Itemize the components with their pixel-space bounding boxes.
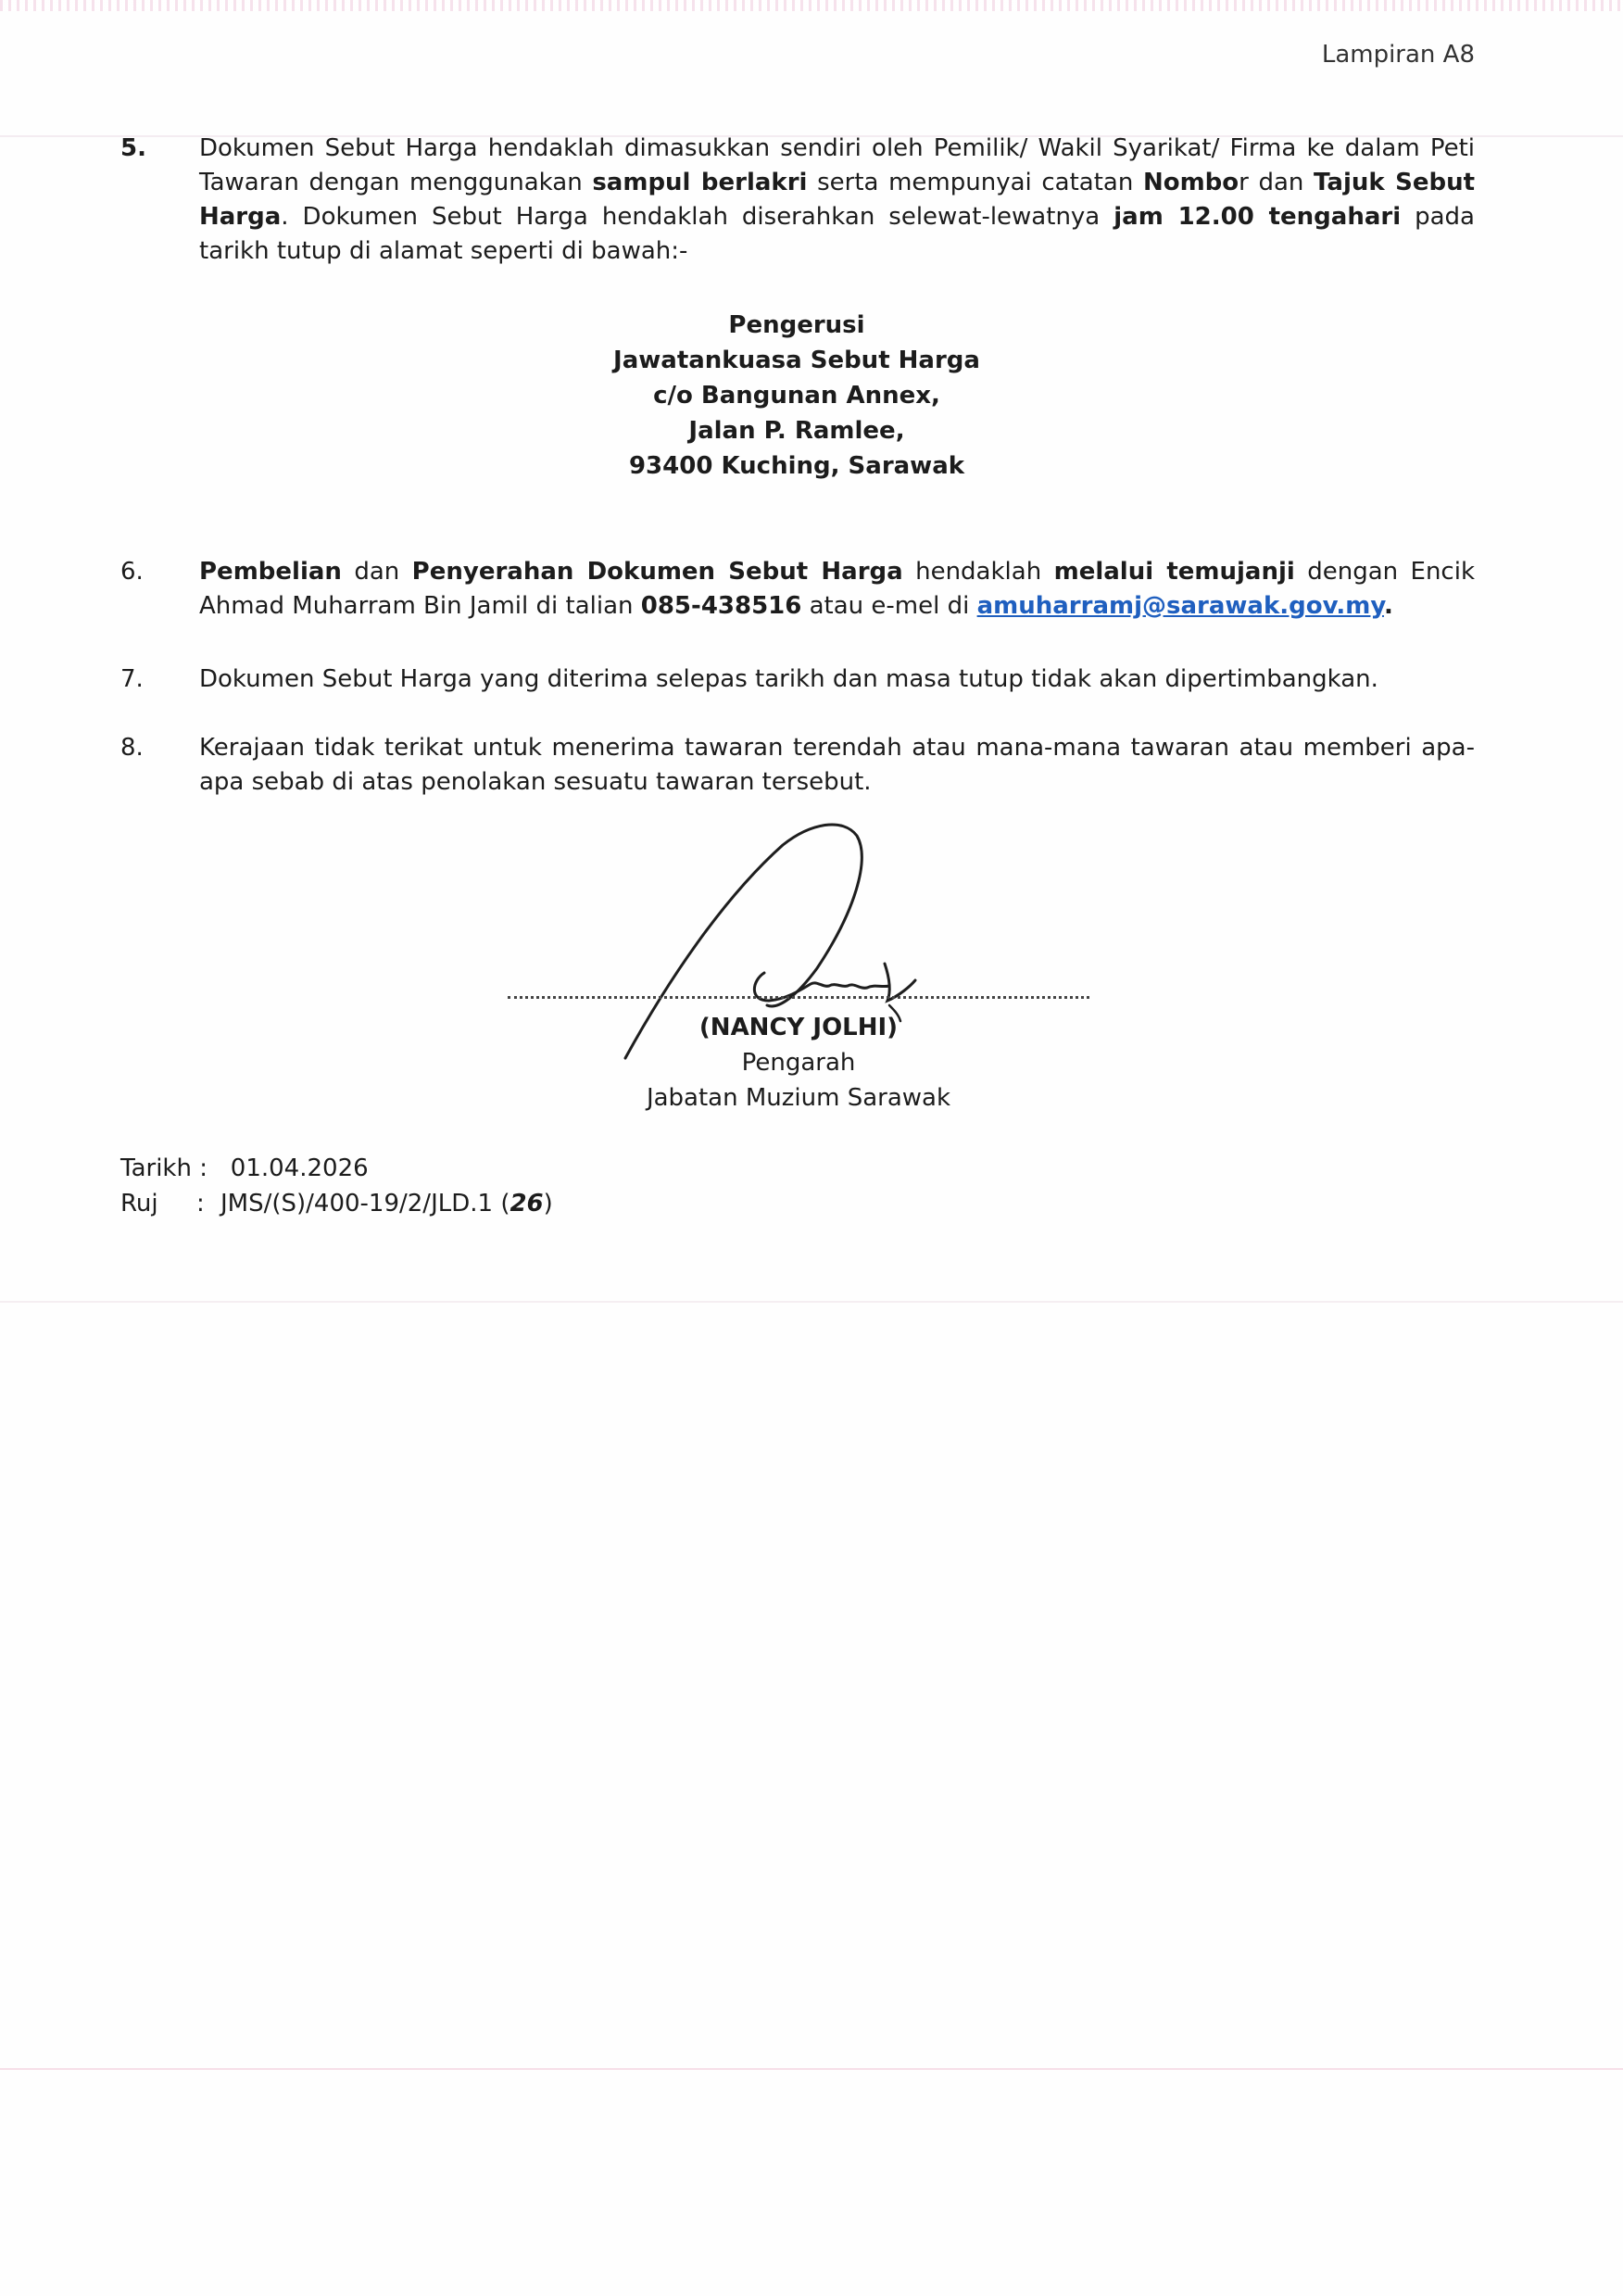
text-run: atau e-mel di <box>801 592 977 620</box>
bold-text: Nombo <box>1142 169 1239 196</box>
item-number: 7. <box>120 665 144 693</box>
address-line: Jalan P. Ramlee, <box>688 417 905 445</box>
bold-text: . <box>1383 592 1393 620</box>
scan-line-bottom <box>0 2068 1623 2070</box>
address-line: Pengerusi <box>728 311 865 339</box>
signatory-block <box>519 1010 1078 1116</box>
signature-line <box>508 996 1089 999</box>
item-number: 5. <box>120 134 146 162</box>
address-block <box>519 308 1075 484</box>
ref-handwritten-number: 26 <box>510 1190 544 1217</box>
item-number: 6. <box>120 558 144 586</box>
signatory-name: (NANCY JOLHI) <box>698 1014 899 1041</box>
address-line: c/o Bangunan Annex, <box>653 382 940 410</box>
signatory-title: Pengarah <box>741 1049 856 1077</box>
item-text <box>199 132 1475 269</box>
text-run: pada tarikh tutup di alamat seperti di bawah:- <box>199 203 1475 265</box>
signatory-department: Jabatan Muzium Sarawak <box>646 1084 951 1112</box>
item-text <box>199 731 1475 800</box>
ref-row <box>120 1186 553 1221</box>
date-value: 01.04.2026 <box>230 1154 369 1182</box>
text-run: . Dokumen Sebut Harga hendaklah diserahkan selewat-lewatnya <box>281 203 1114 231</box>
address-line: 93400 Kuching, Sarawak <box>628 452 965 480</box>
bold-text: jam 12.00 tengahari <box>1113 203 1402 231</box>
date-row <box>120 1151 553 1186</box>
text-run: serta mempunyai catatan <box>807 169 1143 196</box>
ref-close: ) <box>543 1190 553 1217</box>
item-text <box>199 555 1475 624</box>
text-run: Dokumen Sebut Harga yang diterima selepas tarikh dan masa tutup tidak akan dipertimbangkan. <box>199 665 1378 693</box>
annex-label: Lampiran A8 <box>1321 41 1475 69</box>
text-run: hendaklah <box>902 558 1054 586</box>
ref-label: Ruj <box>120 1190 158 1217</box>
date-label: Tarikh : <box>120 1154 208 1182</box>
list-item-7 <box>120 662 1475 697</box>
list-item-8 <box>120 731 1475 800</box>
bold-text: 085-438516 <box>640 592 802 620</box>
scan-line-middle <box>0 1301 1623 1303</box>
scan-edge-speckle <box>0 0 1623 11</box>
item-number: 8. <box>120 734 144 762</box>
reference-block <box>120 1151 553 1221</box>
text-run: r dan <box>1239 169 1315 196</box>
bold-text: melalui temujanji <box>1053 558 1295 586</box>
text-run: dan <box>341 558 412 586</box>
text-run: Dokumen Sebut Harga hendaklah dimasukkan sendiri oleh Pemilik/ Wakil Syarikat/ Firma ke dalam Peti Tawaran dengan menggunakan <box>199 134 1475 196</box>
bold-text: Penyerahan Dokumen Sebut Harga <box>411 558 903 586</box>
list-item-6 <box>120 555 1475 624</box>
text-run: Kerajaan tidak terikat untuk menerima tawaran terendah atau mana-mana tawaran atau memberi apa-apa sebab di atas penolakan sesuatu tawaran tersebut. <box>199 734 1475 796</box>
address-line: Jawatankuasa Sebut Harga <box>613 347 980 374</box>
ref-colon: : <box>196 1190 205 1217</box>
text-run: dengan Encik Ahmad Muharram Bin Jamil di talian <box>199 558 1476 620</box>
bold-text: Pembelian <box>199 558 342 586</box>
item-text <box>199 662 1475 697</box>
bold-text: Tajuk Sebut Harga <box>199 169 1476 231</box>
ref-value: JMS/(S)/400-19/2/JLD.1 ( <box>220 1190 510 1217</box>
bold-text: sampul berlakri <box>592 169 808 196</box>
email-link[interactable]: amuharramj@sarawak.gov.my <box>976 592 1384 620</box>
list-item-5 <box>120 132 1475 269</box>
